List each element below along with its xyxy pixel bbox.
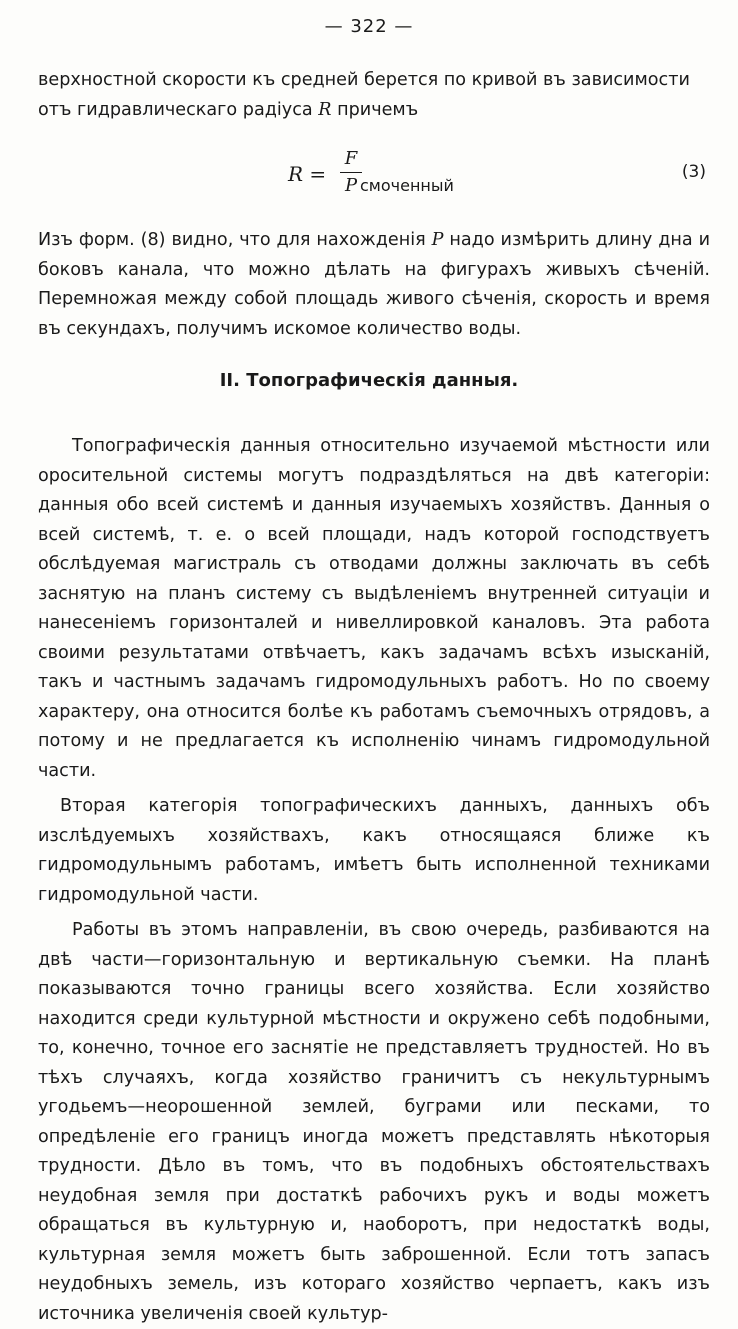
formula-numerator: F — [344, 148, 358, 169]
after-formula-post: надо измѣрить длину дна и боковъ канала, что можно дѣлать на фигурахъ живыхъ сѣченій. Перемножая между собой площадь живого сѣченія, скорость и время въ секундахъ, получимъ искомое количество воды. — [38, 230, 711, 339]
radius-variable: R — [318, 99, 332, 120]
intro-line-2-post: причемъ — [331, 99, 419, 120]
intro-line-1: верхностной скорости къ средней берется по кривой въ зависимости — [38, 70, 690, 90]
section-body — [38, 432, 710, 1329]
formula-lhs: R = — [288, 162, 327, 186]
after-formula-paragraph — [38, 226, 710, 344]
formula-number: (3) — [681, 162, 706, 182]
formula-3 — [0, 148, 738, 208]
intro-text — [38, 66, 710, 125]
section-heading: II. Топографическія данныя. — [219, 370, 519, 391]
paragraph-1: Топографическія данныя относительно изучаемой мѣстности или оросительной системы могутъ подраздѣляться на двѣ категоріи: данныя обо всей системѣ и данныя изучаемыхъ хозяйствъ. Данныя о всей системѣ, т. е. о всей площади, надъ которой господствуетъ обслѣдуемая магистраль съ отводами должны заключать въ себѣ заснятую на планъ систему съ выдѣленіемъ внутренней ситуаціи и нанесеніемъ горизонталей и нивеллировкой каналовъ. Эта работа своими результатами отвѣчаетъ, какъ задачамъ всѣхъ изысканій, такъ и частнымъ задачамъ гидромодульныхъ работъ. Но по своему характеру, она относится болѣе къ работамъ съемочныхъ отрядовъ, а потому и не предлагается къ исполненію чинамъ гидромодульной части. — [38, 436, 710, 781]
perimeter-variable: P — [431, 230, 444, 250]
formula-subscript: смоченный — [360, 176, 454, 195]
fraction-bar — [340, 172, 362, 173]
intro-line-2 — [38, 96, 710, 126]
formula-denominator: P — [344, 175, 358, 196]
paragraph-2: Вторая категорія топографическихъ данныхъ, данныхъ объ изслѣдуемыхъ хозяйствахъ, какъ относящаяся ближе къ гидромодульнымъ работамъ, имѣетъ быть исполненной техниками гидромодульной части. — [38, 796, 710, 905]
page-number: — 322 — — [324, 16, 414, 37]
intro-line-2-pre: отъ гидравлическаго радіуса — [38, 99, 319, 120]
paragraph-3: Работы въ этомъ направленіи, въ свою очередь, разбиваются на двѣ части—горизонтальную и вертикальную съемки. На планѣ показываются точно границы всего хозяйства. Если хозяйство находится среди культурной мѣстности и окружено себѣ подобными, то, конечно, точное его заснятіе не представляетъ трудностей. Но въ тѣхъ случаяхъ, когда хозяйство граничитъ съ некультурнымъ угодьемъ—неорошенной землей, буграми или песками, то опредѣленіе его границъ иногда можетъ представлять нѣкоторыя трудности. Дѣло въ томъ, что въ подобныхъ обстоятельствахъ неудобная земля при достаткѣ рабочихъ рукъ и воды можетъ обращаться въ культурную и, наоборотъ, при недостаткѣ воды, культурная земля можетъ быть заброшенной. Если тотъ запасъ неудобныхъ земель, изъ котораго хозяйство черпаетъ, какъ изъ источника увеличенія своей культур- — [38, 920, 710, 1324]
after-formula-pre: Изъ форм. (8) видно, что для нахожденія — [38, 230, 432, 250]
